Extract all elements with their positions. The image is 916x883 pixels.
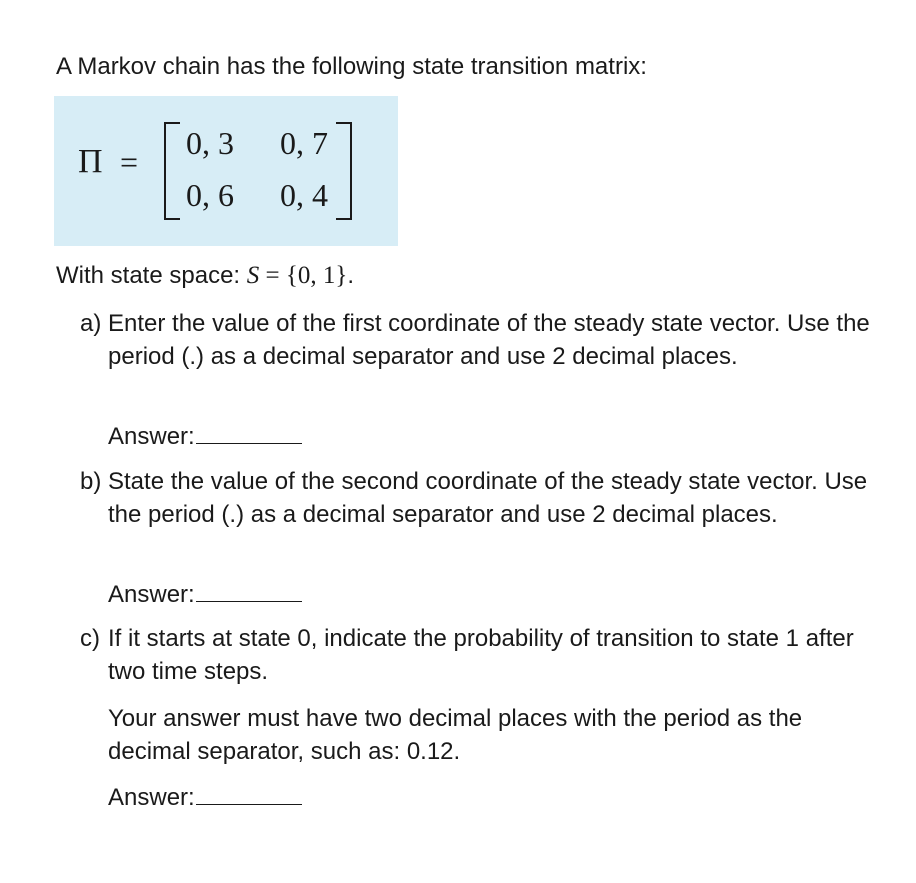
intro-text: A Markov chain has the following state transition matrix: [56,53,647,80]
state-space-prefix: With state space: [56,262,247,289]
question-c-letter: c) [80,625,100,652]
answer-b-label: Answer: [108,581,195,608]
answer-a-blank[interactable] [196,442,302,444]
answer-b[interactable] [108,578,302,611]
matrix-cell-1-0: 0, 6 [186,177,234,213]
answer-c-label: Answer: [108,784,195,811]
question-a-text: Enter the value of the first coordinate of the steady state vector. Use the period (.) as a decimal separator and use 2 decimal places. [108,310,870,370]
answer-a[interactable] [108,420,302,453]
state-space-set: {0, 1} [285,262,348,289]
question-c-note: Your answer must have two decimal places with the period as the decimal separator, such as: 0.12. [108,705,803,765]
state-space-var: S [246,262,260,289]
equals-sign: = [120,144,139,180]
matrix-cell-1-1: 0, 4 [280,177,328,213]
question-b-letter: b) [80,468,102,495]
question-a-letter: a) [80,310,102,337]
matrix-cell-0-1: 0, 7 [280,125,328,161]
state-space-text [56,259,354,293]
matrix-symbol: Π [78,143,103,180]
right-bracket [336,122,352,220]
question-c [80,622,880,688]
answer-b-blank[interactable] [196,600,302,602]
question-b-text: State the value of the second coordinate of the steady state vector. Use the period (.) as a decimal separator and use 2 decimal places. [108,468,868,528]
matrix-cell-0-0: 0, 3 [186,125,234,161]
question-a [80,307,880,373]
answer-c-blank[interactable] [196,803,302,805]
left-bracket [164,122,180,220]
question-c-text: If it starts at state 0, indicate the probability of transition to state 1 after two time steps. [108,625,854,685]
answer-c[interactable] [108,781,302,814]
question-b [80,465,880,531]
state-space-eq: = [259,262,286,289]
answer-a-label: Answer: [108,423,195,450]
state-space-suffix: . [347,262,355,289]
